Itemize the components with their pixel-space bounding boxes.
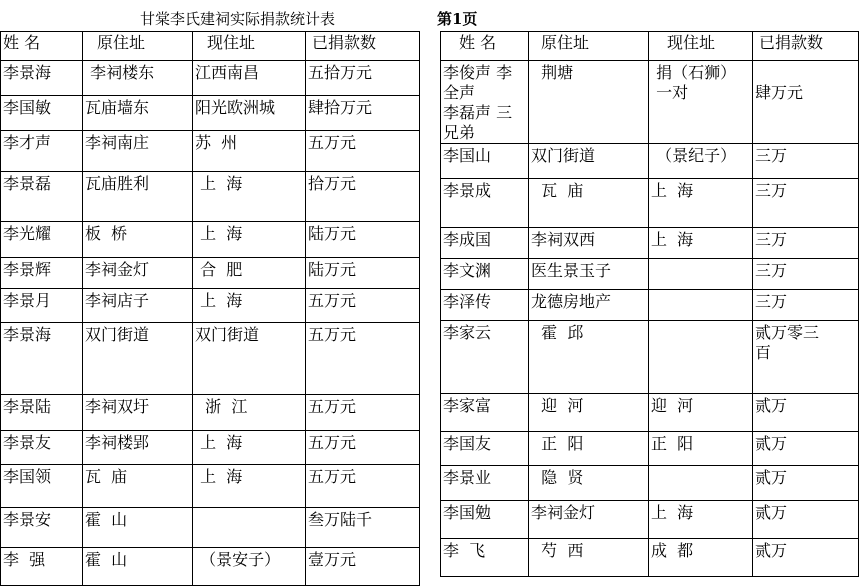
header-donation-amount: 已捐款数 [306, 32, 420, 61]
table-row [1, 258, 420, 289]
name-cell: 李 飞 [441, 539, 529, 577]
original-address-cell: 瓦 庙 [83, 465, 193, 508]
original-address-cell: 双门街道 [83, 323, 193, 395]
name-cell: 李文渊 [441, 259, 529, 290]
table-row [441, 259, 859, 290]
current-address-cell: 上 海 [649, 179, 753, 228]
current-address-cell [193, 508, 306, 548]
table-row [441, 321, 859, 394]
donation-amount-cell: 五万元 [306, 131, 420, 172]
original-address-cell: 李祠店子 [83, 289, 193, 323]
current-address-cell: 上 海 [193, 289, 306, 323]
current-address-cell: 捐（石狮） 一对 [649, 61, 753, 144]
current-address-cell [649, 259, 753, 290]
name-cell: 李景海 [1, 323, 83, 395]
header-original-address: 原住址 [529, 32, 649, 61]
donation-amount-cell: 叁万陆千 [306, 508, 420, 548]
name-cell: 李景成 [441, 179, 529, 228]
donation-amount-cell: 拾万元 [306, 172, 420, 222]
donation-amount-cell: 贰万 [753, 432, 859, 466]
table-row [1, 131, 420, 172]
name-cell: 李国敏 [1, 96, 83, 131]
current-address-cell: 江西南昌 [193, 61, 306, 96]
original-address-cell: 李祠双西 [529, 228, 649, 259]
current-address-cell: 浙 江 [193, 395, 306, 431]
current-address-cell: 迎 河 [649, 394, 753, 432]
donation-amount-cell: 壹万元 [306, 548, 420, 586]
table-row [1, 323, 420, 395]
current-address-cell: 苏 州 [193, 131, 306, 172]
original-address-cell: 板 桥 [83, 222, 193, 258]
original-address-cell: 李祠金灯 [83, 258, 193, 289]
name-cell: 李景安 [1, 508, 83, 548]
current-address-cell: 正 阳 [649, 432, 753, 466]
original-address-cell: 隐 贤 [529, 466, 649, 501]
original-address-cell: 医生景玉子 [529, 259, 649, 290]
donation-amount-cell: 陆万元 [306, 258, 420, 289]
table-row [441, 394, 859, 432]
donation-amount-cell: 贰万 [753, 501, 859, 539]
header-name: 姓 名 [1, 32, 83, 61]
current-address-cell [649, 321, 753, 394]
current-address-cell [649, 466, 753, 501]
current-address-cell: 双门街道 [193, 323, 306, 395]
table-row [1, 465, 420, 508]
page-number: 第1页 [437, 10, 478, 28]
current-address-cell [649, 290, 753, 321]
table-body [1, 61, 420, 586]
table-row [441, 228, 859, 259]
current-address-cell: 上 海 [193, 222, 306, 258]
donation-amount-cell: 五万元 [306, 431, 420, 465]
name-cell: 李国勉 [441, 501, 529, 539]
original-address-cell: 正 阳 [529, 432, 649, 466]
header-row [441, 32, 859, 61]
name-cell: 李成国 [441, 228, 529, 259]
current-address-cell: （景安子） [193, 548, 306, 586]
original-address-cell: 李祠楼东 [83, 61, 193, 96]
donation-amount-cell: 五拾万元 [306, 61, 420, 96]
donation-amount-cell: 三万 [753, 290, 859, 321]
original-address-cell: 荆塘 [529, 61, 649, 144]
original-address-cell: 双门街道 [529, 144, 649, 179]
original-address-cell: 霍 山 [83, 508, 193, 548]
current-address-cell: 阳光欧洲城 [193, 96, 306, 131]
name-cell: 李光耀 [1, 222, 83, 258]
donation-amount-cell: 贰万零三 百 [753, 321, 859, 394]
table-row [1, 289, 420, 323]
table-row [1, 395, 420, 431]
original-address-cell: 霍 邱 [529, 321, 649, 394]
name-cell: 李家富 [441, 394, 529, 432]
current-address-cell: 上 海 [193, 465, 306, 508]
name-cell: 李才声 [1, 131, 83, 172]
original-address-cell: 瓦庙墙东 [83, 96, 193, 131]
current-address-cell: 合 肥 [193, 258, 306, 289]
original-address-cell: 迎 河 [529, 394, 649, 432]
original-address-cell: 李祠南庄 [83, 131, 193, 172]
table-row [441, 179, 859, 228]
donation-table-left [0, 31, 420, 586]
name-cell: 李 强 [1, 548, 83, 586]
name-cell: 李景月 [1, 289, 83, 323]
original-address-cell: 芍 西 [529, 539, 649, 577]
original-address-cell: 瓦 庙 [529, 179, 649, 228]
current-address-cell: 上 海 [193, 431, 306, 465]
donation-amount-cell: 五万元 [306, 323, 420, 395]
donation-amount-cell: 贰万 [753, 394, 859, 432]
name-cell: 李国山 [441, 144, 529, 179]
current-address-cell: 成 都 [649, 539, 753, 577]
header-row [1, 32, 420, 61]
table-row [1, 96, 420, 131]
table-row [1, 431, 420, 465]
original-address-cell: 霍 山 [83, 548, 193, 586]
donation-amount-cell: 三万 [753, 179, 859, 228]
original-address-cell: 李祠金灯 [529, 501, 649, 539]
name-cell: 李俊声 李全声 李磊声 三兄弟 [441, 61, 529, 144]
name-cell: 李国友 [441, 432, 529, 466]
table-row [441, 539, 859, 577]
table-row [441, 290, 859, 321]
header-original-address: 原住址 [83, 32, 193, 61]
name-cell: 李国领 [1, 465, 83, 508]
table-row [1, 222, 420, 258]
header-donation-amount: 已捐款数 [753, 32, 859, 61]
name-cell: 李景业 [441, 466, 529, 501]
name-cell: 李家云 [441, 321, 529, 394]
name-cell: 李泽传 [441, 290, 529, 321]
table-row [1, 172, 420, 222]
header-current-address: 现住址 [193, 32, 306, 61]
header-current-address: 现住址 [649, 32, 753, 61]
donation-amount-cell: 肆万元 [753, 61, 859, 144]
header-name: 姓 名 [441, 32, 529, 61]
name-cell: 李景磊 [1, 172, 83, 222]
table-row [441, 501, 859, 539]
donation-amount-cell: 肆拾万元 [306, 96, 420, 131]
current-address-cell: 上 海 [193, 172, 306, 222]
current-address-cell: 上 海 [649, 228, 753, 259]
name-cell: 李景友 [1, 431, 83, 465]
current-address-cell: 上 海 [649, 501, 753, 539]
table-row [441, 61, 859, 144]
original-address-cell: 李祠双圩 [83, 395, 193, 431]
name-cell: 李景陆 [1, 395, 83, 431]
document-title: 甘棠李氏建祠实际捐款统计表 [140, 10, 336, 28]
donation-amount-cell: 陆万元 [306, 222, 420, 258]
original-address-cell: 瓦庙胜利 [83, 172, 193, 222]
original-address-cell: 龙德房地产 [529, 290, 649, 321]
table-row [1, 508, 420, 548]
table-row [1, 61, 420, 96]
donation-amount-cell: 五万元 [306, 395, 420, 431]
donation-amount-cell: 贰万 [753, 539, 859, 577]
original-address-cell: 李祠楼郢 [83, 431, 193, 465]
donation-table-right [440, 31, 859, 577]
donation-amount-cell: 贰万 [753, 466, 859, 501]
donation-amount-cell: 五万元 [306, 465, 420, 508]
name-cell: 李景辉 [1, 258, 83, 289]
current-address-cell: （景纪子） [649, 144, 753, 179]
name-cell: 李景海 [1, 61, 83, 96]
table-row [1, 548, 420, 586]
table-row [441, 466, 859, 501]
donation-amount-cell: 五万元 [306, 289, 420, 323]
table-body [441, 61, 859, 577]
donation-amount-cell: 三万 [753, 144, 859, 179]
table-row [441, 432, 859, 466]
table-row [441, 144, 859, 179]
donation-amount-cell: 三万 [753, 228, 859, 259]
donation-amount-cell: 三万 [753, 259, 859, 290]
